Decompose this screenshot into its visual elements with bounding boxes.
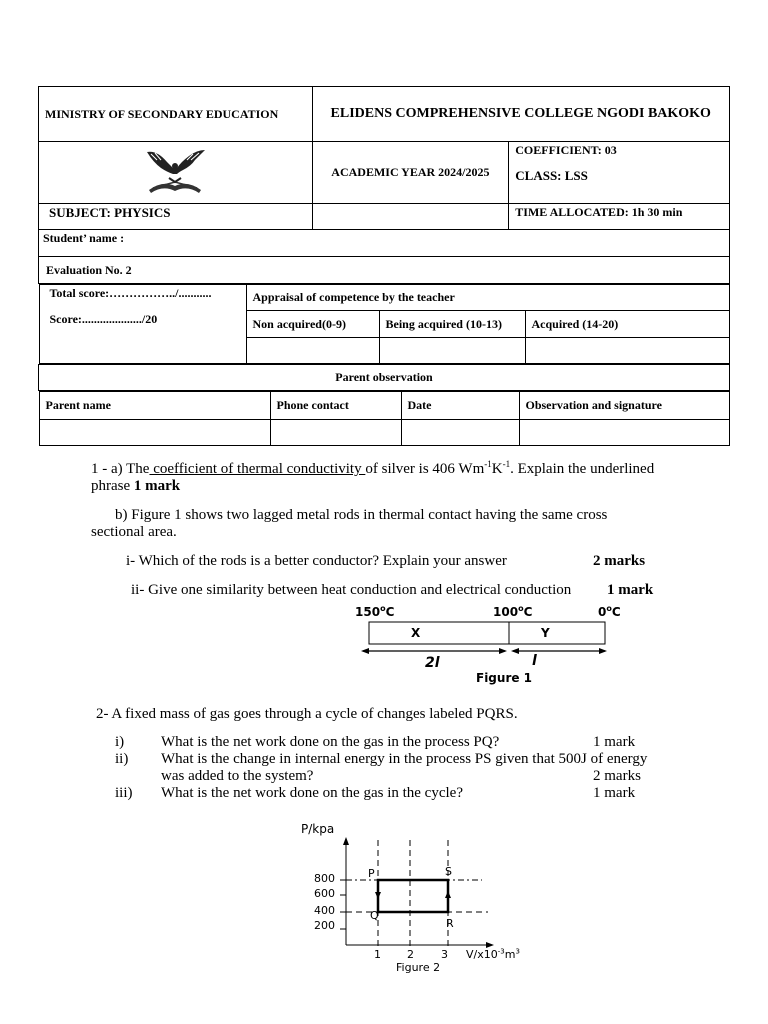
y-tick-label-200: 200 xyxy=(314,919,335,932)
phone-cell xyxy=(270,392,401,420)
fig1-rod-y-label: Y xyxy=(541,626,550,640)
q1a-suffix: . Explain the underlined xyxy=(510,461,655,477)
being-acquired-box[interactable] xyxy=(379,338,525,364)
blank-cell xyxy=(312,204,509,230)
parent-name-box[interactable] xyxy=(39,420,270,446)
being-acquired-label: Being acquired (10-13) xyxy=(385,316,502,331)
fig1-len-y: l xyxy=(532,653,537,669)
fig1-t3: 0 xyxy=(598,605,607,619)
q2-item-1-mark: 1 mark xyxy=(593,734,636,750)
phone-box[interactable] xyxy=(270,420,401,446)
q1b-ii-text: ii- Give one similarity between heat conduction and electrical conduction xyxy=(131,582,572,598)
date-cell xyxy=(401,392,519,420)
point-q-label: Q xyxy=(370,909,379,922)
student-name-label: Student’ name : xyxy=(43,231,125,245)
q1a-line2: phrase xyxy=(91,478,134,494)
score-cell[interactable] xyxy=(39,285,246,364)
acquired-box[interactable] xyxy=(525,338,729,364)
parent-table xyxy=(39,391,730,446)
q1a-underlined: coefficient of thermal conductivity xyxy=(149,461,366,477)
acquired-cell xyxy=(525,311,729,338)
coefficient: COEFFICIENT: 03 xyxy=(515,143,617,157)
subject: SUBJECT: PHYSICS xyxy=(49,205,171,220)
x-axis-unit: m xyxy=(504,948,516,961)
total-score: Total score:……………../........... xyxy=(49,286,212,300)
q1a-mark: 1 mark xyxy=(133,478,181,494)
date-label: Date xyxy=(407,398,432,412)
appraisal-label: Appraisal of competence by the teacher xyxy=(252,290,455,304)
ministry-name: MINISTRY OF SECONDARY EDUCATION xyxy=(45,106,279,121)
evaluation-label: Evaluation No. 2 xyxy=(46,262,132,277)
logo-cell xyxy=(39,142,313,204)
time-cell xyxy=(509,204,730,230)
evaluation-cell xyxy=(39,257,730,284)
academic-year: ACADEMIC YEAR 2024/2025 xyxy=(331,165,490,179)
x-axis-unit-exp: 3 xyxy=(515,947,520,956)
q1a-exp2: -1 xyxy=(502,459,511,469)
rod-x xyxy=(369,622,509,644)
q1a-exp1: -1 xyxy=(484,459,492,469)
q2-item-3-mark: 1 mark xyxy=(593,785,636,801)
x-tick-label-3: 3 xyxy=(441,948,448,961)
arrow-head-right-y xyxy=(599,648,607,654)
appraisal-cell xyxy=(246,285,729,311)
non-acquired-label: Non acquired(0-9) xyxy=(252,316,346,331)
q2-item-1 xyxy=(115,734,675,751)
question-1b xyxy=(91,507,731,541)
arrow-head-right-x xyxy=(499,648,507,654)
score: Score:..................../20 xyxy=(49,312,158,326)
q2-item-3-text: What is the net work done on the gas in the cycle? xyxy=(161,785,463,801)
q2-item-1-text: What is the net work done on the gas in the process PQ? xyxy=(161,734,500,750)
arrow-head-left-x xyxy=(361,648,369,654)
q2-item-1-num: i) xyxy=(115,734,125,750)
q1a-mid: of silver is 406 Wm xyxy=(365,461,485,477)
q1b-i-text: i- Which of the rods is a better conductor? Explain your answer xyxy=(126,553,507,569)
q2-item-2-num: ii) xyxy=(115,751,129,767)
cycle-pqrs xyxy=(378,880,448,912)
being-acquired-cell xyxy=(379,311,525,338)
fig1-unit3: C xyxy=(611,605,621,619)
x-axis-exp: -3 xyxy=(497,947,505,956)
q2-item-3 xyxy=(115,785,675,802)
fig2-y-axis-label: P/kpa xyxy=(301,822,335,836)
parent-name-cell xyxy=(39,392,270,420)
observation-cell xyxy=(519,392,729,420)
college-name: ELIDENS COMPREHENSIVE COLLEGE NGODI BAKOKO xyxy=(330,106,711,121)
point-s-label: S xyxy=(445,865,452,878)
student-name-cell[interactable] xyxy=(39,230,730,257)
subject-cell xyxy=(39,204,313,230)
q2-item-2 xyxy=(115,751,675,768)
time-allocated: TIME ALLOCATED: 1h 30 min xyxy=(515,205,683,219)
fig1-len-x: 2l xyxy=(425,655,440,671)
q1a-prefix: 1 - a) The xyxy=(91,461,150,477)
fig1-unit2: C xyxy=(523,605,533,619)
question-1a xyxy=(91,461,691,495)
observation-box[interactable] xyxy=(519,420,729,446)
header-table xyxy=(38,86,730,446)
fig1-deg2: o xyxy=(518,604,524,613)
arrow-head-left-y xyxy=(511,648,519,654)
figure-2-diagram xyxy=(300,835,540,960)
x-axis-label-main: V/x10 xyxy=(466,948,498,961)
fig1-caption: Figure 1 xyxy=(476,671,533,685)
ministry-cell xyxy=(39,87,313,142)
q1b-i xyxy=(126,553,507,570)
q1b-i-mark: 2 marks xyxy=(593,553,646,569)
phone-label: Phone contact xyxy=(276,398,349,412)
y-tick-label-800: 800 xyxy=(314,872,335,885)
date-box[interactable] xyxy=(401,420,519,446)
class-label: CLASS: LSS xyxy=(515,168,588,183)
q1b-ii xyxy=(131,582,571,599)
q2-intro: 2- A fixed mass of gas goes through a cycle of changes labeled PQRS. xyxy=(96,706,518,722)
q1b-ii-mark: 1 mark xyxy=(607,582,654,598)
figure-1-diagram xyxy=(355,615,615,660)
x-tick-label-2: 2 xyxy=(407,948,414,961)
q2-item-2-text: What is the change in internal energy in the process PS given that 500J of energy xyxy=(161,751,648,767)
acquired-label: Acquired (14-20) xyxy=(531,316,619,331)
score-table xyxy=(39,284,730,364)
fig1-deg3: o xyxy=(606,604,612,613)
q1b-line2: sectional area. xyxy=(91,524,177,540)
fig1-t2: 100 xyxy=(493,605,519,619)
y-tick-label-600: 600 xyxy=(314,887,335,900)
q2-item-2-cont xyxy=(115,768,675,785)
arrow-pq xyxy=(375,892,381,899)
parent-name-label: Parent name xyxy=(45,398,111,412)
rod-y xyxy=(509,622,605,644)
observation-label: Observation and signature xyxy=(525,398,662,412)
college-cell xyxy=(312,87,729,142)
q1a-unit-k: K xyxy=(491,461,503,477)
fig2-x-axis-label xyxy=(466,948,520,961)
q2-items xyxy=(115,734,675,802)
coef-class-cell xyxy=(509,142,730,204)
fig1-unit1: C xyxy=(385,605,395,619)
fig2-y-ticks xyxy=(314,872,335,940)
q2-item-2-text2: was added to the system? xyxy=(161,768,314,784)
y-tick-label-400: 400 xyxy=(314,904,335,917)
non-acquired-cell xyxy=(246,311,379,338)
q2-item-2-mark: 2 marks xyxy=(593,768,641,784)
arrow-rs xyxy=(445,891,451,898)
q2-item-3-num: iii) xyxy=(115,785,133,801)
x-tick-label-1: 1 xyxy=(374,948,381,961)
fig1-deg1: o xyxy=(380,604,386,613)
parent-observation-cell xyxy=(39,365,730,391)
point-r-label: R xyxy=(446,917,454,930)
non-acquired-box[interactable] xyxy=(246,338,379,364)
point-p-label: P xyxy=(368,867,375,880)
fig1-rod-x-label: X xyxy=(411,626,421,640)
academic-year-cell xyxy=(312,142,509,204)
fig1-t1: 150 xyxy=(355,605,381,619)
y-axis-arrow xyxy=(343,837,349,845)
eagle-book-logo-icon xyxy=(143,146,207,196)
fig2-caption: Figure 2 xyxy=(396,961,441,974)
q1b-line1: b) Figure 1 shows two lagged metal rods in thermal contact having the same cross xyxy=(115,507,608,523)
parent-observation-label: Parent observation xyxy=(335,370,433,384)
